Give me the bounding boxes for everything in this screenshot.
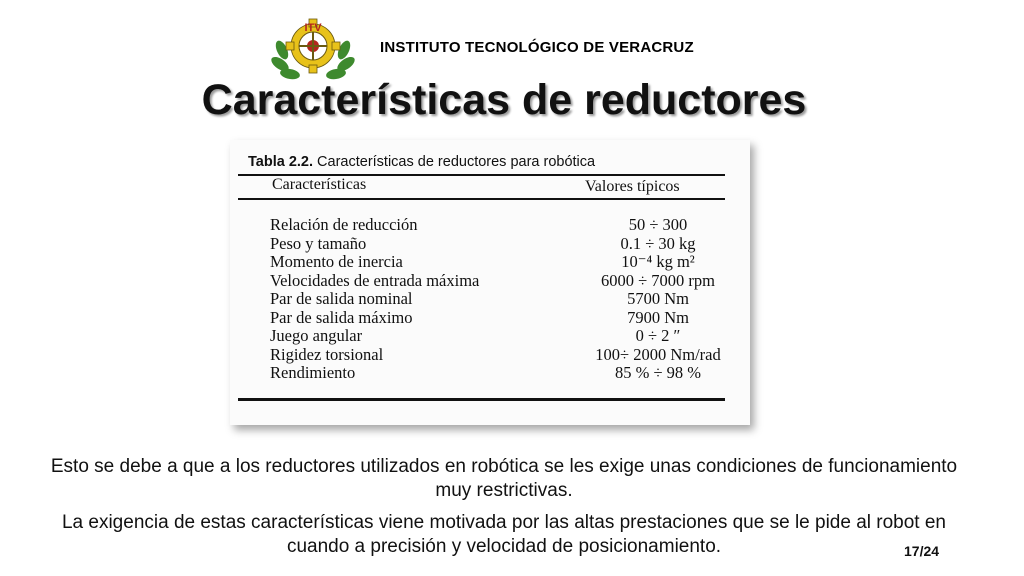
table-row: [270, 215, 730, 234]
row-value: 85 % ÷ 98 %: [614, 363, 702, 382]
table-caption-number: Tabla 2.2.: [248, 154, 314, 170]
row-characteristic: Rendimiento: [270, 363, 356, 382]
table-row: [270, 308, 730, 327]
body-paragraph-1: Esto se debe a que a los reductores utilizados en robótica se les exige unas condiciones de funcionamiento muy restrictivas.: [50, 456, 958, 501]
row-value: 0 ÷ 2 ″: [635, 326, 681, 345]
slide-title: Características de reductores: [201, 76, 807, 124]
column-header-values: Valores típicos: [585, 178, 680, 195]
row-value: 7900 Nm: [627, 307, 689, 327]
row-value: 10⁻⁴ kg m²: [621, 252, 695, 271]
row-characteristic: Par de salida máximo: [270, 307, 413, 327]
table-row: [270, 345, 730, 364]
institute-logo: [268, 10, 358, 84]
row-value: 0.1 ÷ 30 kg: [620, 233, 696, 253]
row-characteristic: Momento de inercia: [270, 252, 403, 271]
table-row: [270, 289, 730, 308]
row-characteristic: Par de salida nominal: [270, 289, 413, 308]
page-number: 17/24: [904, 543, 940, 559]
table-image: [230, 140, 750, 425]
row-value: 50 ÷ 300: [628, 215, 688, 234]
table-bottom-rule: [238, 398, 725, 401]
table-row: [270, 234, 730, 253]
table-row: [270, 326, 730, 345]
table-row: [270, 363, 730, 382]
table-caption-text: Características de reductores para robótica: [313, 154, 596, 170]
row-value: 100÷ 2000 Nm/rad: [595, 344, 721, 364]
row-characteristic: Rigidez torsional: [270, 344, 384, 364]
table-body: [270, 215, 730, 382]
institute-name: INSTITUTO TECNOLÓGICO DE VERACRUZ: [380, 39, 694, 56]
table-row: [270, 271, 730, 290]
table-header-rule: [238, 198, 725, 200]
column-header-characteristics: Características: [272, 176, 367, 193]
row-characteristic: Juego angular: [270, 326, 363, 345]
row-value: 6000 ÷ 7000 rpm: [600, 270, 715, 290]
row-characteristic: Relación de reducción: [270, 215, 418, 234]
logo-text: ITV: [304, 22, 322, 34]
table-row: [270, 252, 730, 271]
table-caption: [248, 154, 595, 170]
row-value: 5700 Nm: [627, 289, 689, 308]
row-characteristic: Velocidades de entrada máxima: [270, 270, 480, 290]
body-paragraph-2: La exigencia de estas características viene motivada por las altas prestaciones que se le pide al robot en cuando a precisión y velocidad de posicionamiento.: [61, 512, 946, 557]
row-characteristic: Peso y tamaño: [270, 233, 367, 253]
